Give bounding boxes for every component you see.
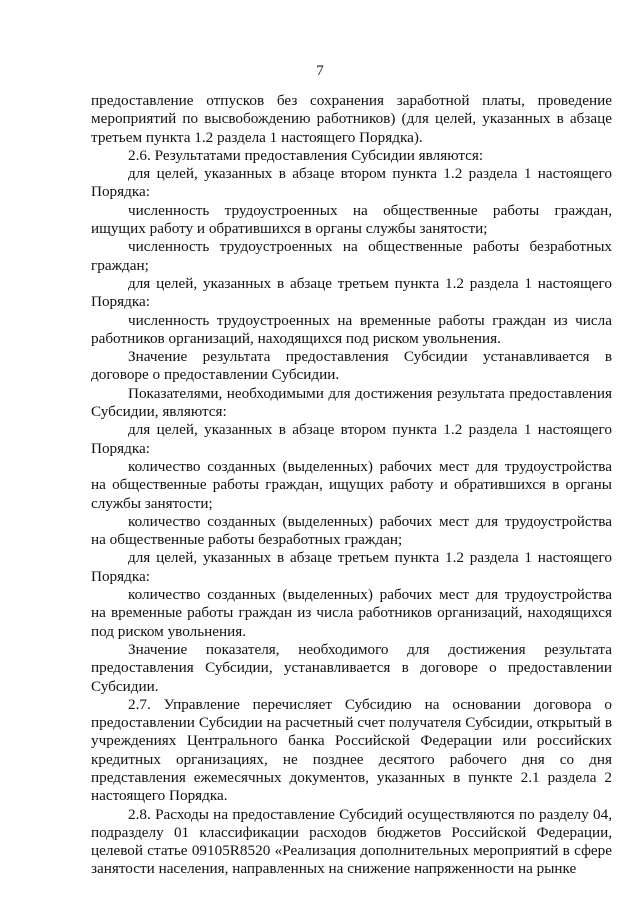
paragraph-continuation: предоставление отпусков без сохранения заработной платы, проведение мероприятий по высвобождению работников) (для целей, указанных в абзаце третьем пункта 1.2 раздела 1 настоящего Порядка). bbox=[91, 92, 612, 146]
paragraph-indicator-jobseekers: количество созданных (выделенных) рабочих мест для трудоустройства на общественные работы граждан, ищущих работу и обратившихся в органы службы занятости; bbox=[91, 457, 612, 512]
paragraph-2-8: 2.8. Расходы на предоставление Субсидий осуществляются по разделу 04, подразделу 01 классификации расходов бюджетов Российской Федерации, целевой статье 09105R8520 «Реализация дополнительных мероприятий в сфере занятости населения, направленных на снижение напряженности на рынке bbox=[91, 805, 612, 878]
paragraph-indicators-purpose-third: для целей, указанных в абзаце третьем пункта 1.2 раздела 1 настоящего Порядка: bbox=[91, 549, 612, 585]
paragraph-indicators-heading: Показателями, необходимыми для достижения результата предоставления Субсидии, являются: bbox=[91, 384, 612, 421]
paragraph-purpose-second-para: для целей, указанных в абзаце втором пункта 1.2 раздела 1 настоящего Порядка: bbox=[91, 165, 612, 201]
paragraph-result-value: Значение результата предоставления Субсидии устанавливается в договоре о предоставлении Субсидии. bbox=[91, 348, 612, 384]
paragraph-2-6-heading: 2.6. Результатами предоставления Субсидии являются: bbox=[128, 146, 484, 164]
document-body bbox=[91, 92, 612, 879]
paragraph-result-temporary: численность трудоустроенных на временные работы граждан из числа работников организаций, находящихся под риском увольнения. bbox=[91, 311, 612, 347]
page-number: 7 bbox=[316, 63, 324, 79]
paragraph-result-unemployed: численность трудоустроенных на общественные работы безработных граждан; bbox=[91, 238, 612, 274]
paragraph-indicator-temporary: количество созданных (выделенных) рабочих мест для трудоустройства на временные работы граждан из числа работников организаций, находящихся под риском увольнения. bbox=[91, 586, 612, 640]
paragraph-result-jobseekers: численность трудоустроенных на общественные работы граждан, ищущих работу и обратившихся в органы службы занятости; bbox=[91, 201, 612, 238]
paragraph-2-7: 2.7. Управление перечисляет Субсидию на основании договора о предоставлении Субсидии на расчетный счет получателя Субсидии, открытый в учреждениях Центрального банка Российской Федерации или российских кредитных организациях, не позднее десятого рабочего дня со дня представления ежемесячных документов, указанных в пункте 2.1 раздела 2 настоящего Порядка. bbox=[91, 695, 612, 805]
paragraph-indicator-unemployed: количество созданных (выделенных) рабочих мест для трудоустройства на общественные работы безработных граждан; bbox=[91, 512, 612, 549]
paragraph-indicators-purpose-second: для целей, указанных в абзаце втором пункта 1.2 раздела 1 настоящего Порядка: bbox=[91, 421, 612, 457]
paragraph-purpose-third-para: для целей, указанных в абзаце третьем пункта 1.2 раздела 1 настоящего Порядка: bbox=[91, 274, 612, 311]
paragraph-indicator-value: Значение показателя, необходимого для достижения результата предоставления Субсидии, устанавливается в договоре о предоставлении Субсидии. bbox=[91, 640, 612, 695]
